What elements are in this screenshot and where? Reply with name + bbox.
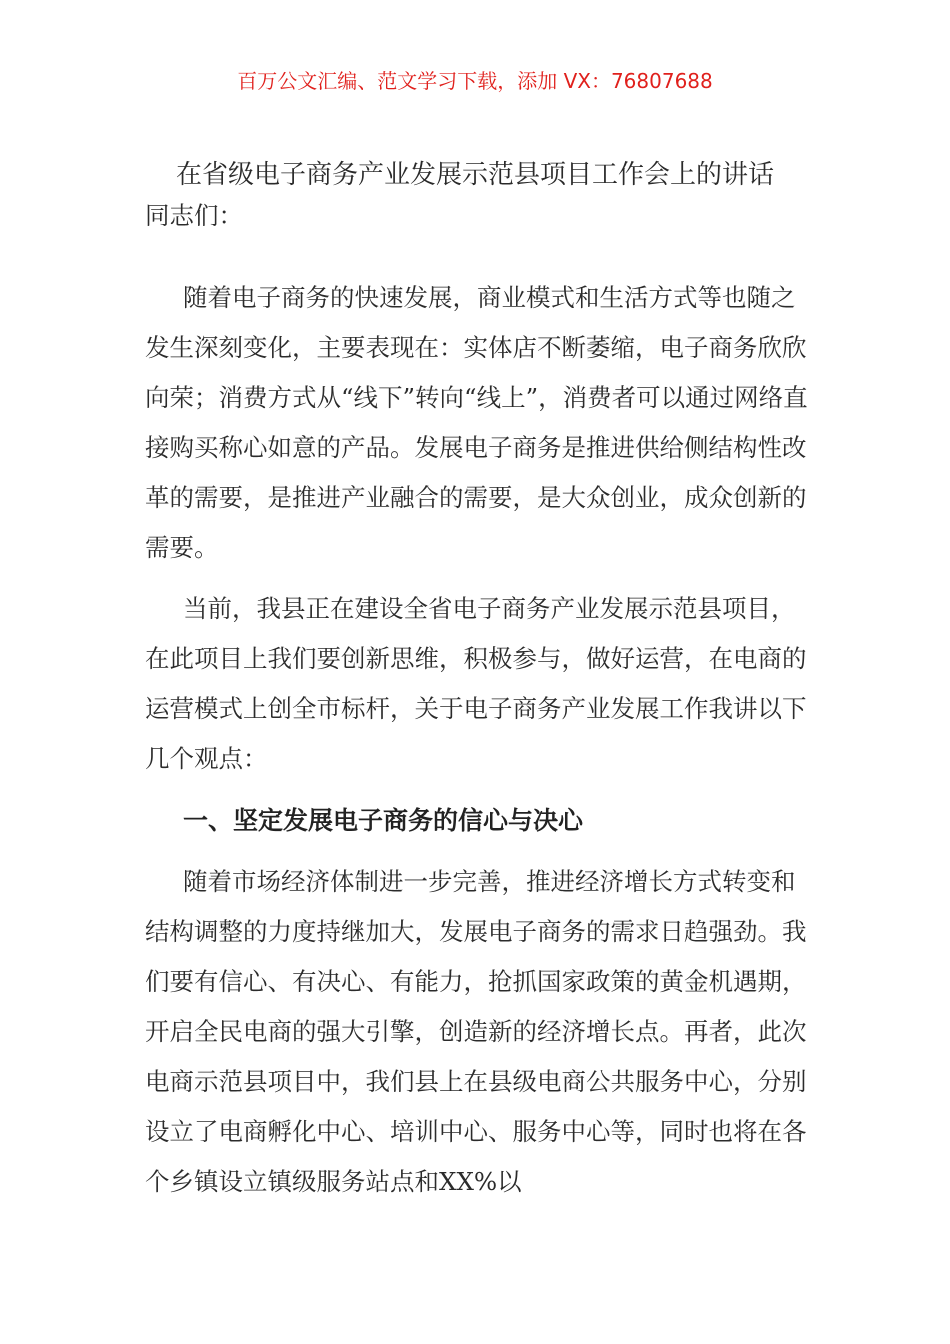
- document-title: 在省级电子商务产业发展示范县项目工作会上的讲话: [175, 160, 774, 190]
- header-banner: 百万公文汇编、范文学习下载，添加 VX：76807688: [237, 69, 713, 93]
- greeting: 同志们：: [145, 201, 243, 230]
- section-paragraph: 随着市场经济体制进一步完善，推进经济增长方式转变和结构调整的力度持继加大，发展电子商务的需求日趋强劲。我们要有信心、有决心、有能力，抢抓国家政策的黄金机遇期，开启全民电商的强大引擎，创造新的经济增长点。再者，此次电商示范县项目中，我们县上在县级电商公共服务中心，分别设立了电商孵化中心、培训中心、服务中心等，同时也将在各个乡镇设立镇级服务站点和XX%以: [145, 867, 807, 1196]
- paragraph-2: 当前，我县正在建设全省电子商务产业发展示范县项目，在此项目上我们要创新思维，积极参与，做好运营，在电商的运营模式上创全市标杆，关于电子商务产业发展工作我讲以下几个观点：: [145, 594, 807, 773]
- paragraph-1: 随着电子商务的快速发展，商业模式和生活方式等也随之发生深刻变化，主要表现在：实体店不断萎缩，电子商务欣欣向荣；消费方式从“线下”转向“线上”，消费者可以通过网络直接购买称心如意的产品。发展电子商务是推进供给侧结构性改革的需要，是推进产业融合的需要，是大众创业，成众创新的需要。: [145, 283, 808, 562]
- section-heading: 一、坚定发展电子商务的信心与决心: [183, 806, 584, 835]
